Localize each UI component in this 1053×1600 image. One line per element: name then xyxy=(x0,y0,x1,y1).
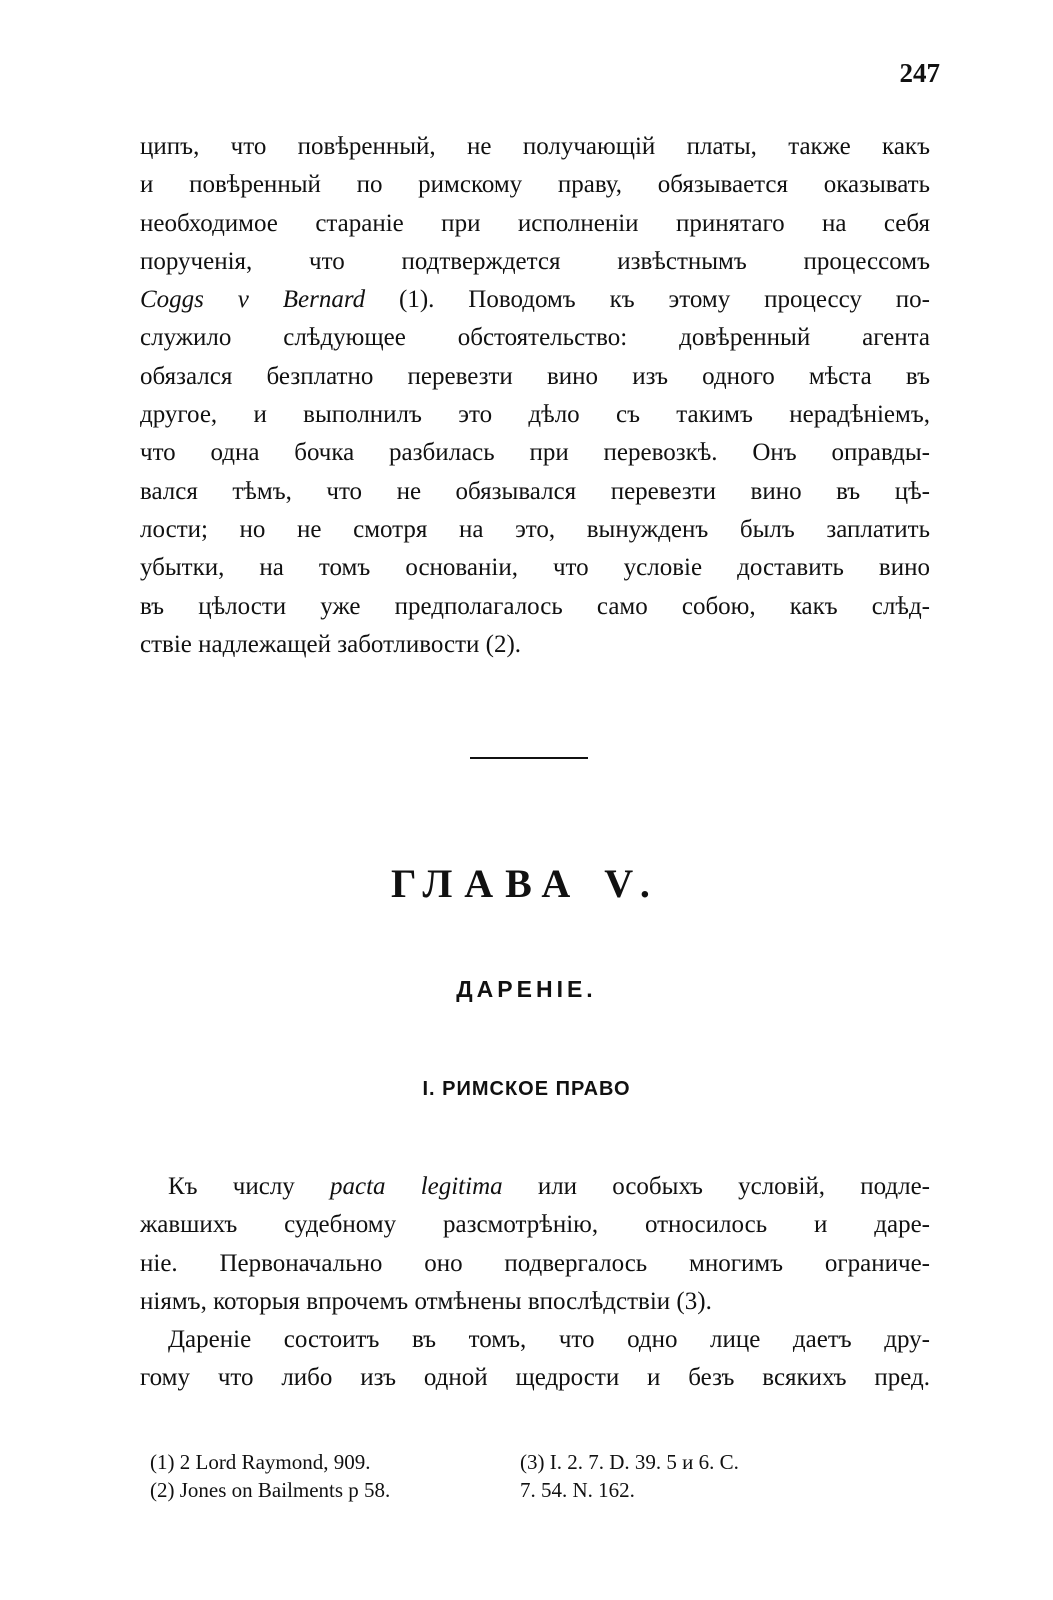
text-run: ніе. Первоначально оно подвергалось многимъ ограниче- xyxy=(140,1249,930,1277)
page-number: 247 xyxy=(899,58,940,88)
text-run: гому что либо изъ одной щедрости и безъ всякихъ пред. xyxy=(140,1364,930,1392)
text-line xyxy=(140,205,930,243)
text-run: Дареніе состоитъ въ томъ, что одно лице даетъ дру- xyxy=(168,1326,930,1354)
text-line xyxy=(140,511,930,549)
text-line xyxy=(140,473,930,511)
footnote-1: (1) 2 Lord Raymond, 909. xyxy=(150,1450,371,1474)
text-run: другое, и выполнилъ это дѣло съ такимъ нерадѣніемъ, xyxy=(140,401,930,429)
italic-text: pacta legitima xyxy=(329,1173,503,1200)
text-line xyxy=(140,243,930,281)
text-run: убытки, на томъ основаніи, что условіе доставить вино xyxy=(140,554,930,582)
footnote-3: (3) I. 2. 7. D. 39. 5 и 6. C. xyxy=(520,1450,739,1474)
text-line xyxy=(140,588,930,626)
footnotes xyxy=(150,1448,930,1504)
text-run: ствіе надлежащей заботливости (2). xyxy=(140,630,522,658)
text-line xyxy=(140,319,930,357)
text-line xyxy=(140,1321,930,1359)
footnote-row xyxy=(150,1448,930,1476)
text-line xyxy=(140,358,930,396)
text-run: лости; но не смотря на это, вынужденъ былъ заплатить xyxy=(140,515,930,543)
chapter-title: ГЛАВА V. xyxy=(391,861,662,906)
footnote-2: (2) Jones on Bailments p 58. xyxy=(150,1478,391,1502)
text-run: порученія, что подтверждется извѣстнымъ процессомъ xyxy=(140,247,930,275)
text-line xyxy=(140,1168,930,1206)
text-run: обязался безплатно перевезти вино изъ одного мѣста въ xyxy=(140,362,930,390)
text-run: вался тѣмъ, что не обязывался перевезти вино въ цѣ- xyxy=(140,477,930,505)
subsection-title: I. РИМСКОЕ ПРАВО xyxy=(422,1078,631,1100)
section-title: ДАРЕНІЕ. xyxy=(456,976,597,1002)
section-divider-rule xyxy=(470,757,588,759)
text-run: и повѣренный по римскому праву, обязывается оказывать xyxy=(140,171,930,199)
text-run: (1). Поводомъ къ этому процессу по- xyxy=(365,286,930,314)
text-line xyxy=(140,396,930,434)
text-run: что одна бочка разбилась при перевозкѣ. Онъ оправды- xyxy=(140,439,930,467)
text-run: жавшихъ судебному разсмотрѣнію, относилось и даре- xyxy=(140,1211,930,1239)
text-line xyxy=(140,1245,930,1283)
text-run: ципъ, что повѣренный, не получающій платы, также какъ xyxy=(140,133,930,160)
italic-text: Coggs v Bernard xyxy=(140,286,366,314)
text-run: Къ числу xyxy=(168,1173,330,1200)
footnote-3-continued: 7. 54. N. 162. xyxy=(520,1478,635,1502)
text-line xyxy=(140,281,930,319)
text-run: или особыхъ условій, подле- xyxy=(502,1173,930,1200)
footnote-row xyxy=(150,1476,930,1504)
text-line xyxy=(140,626,930,664)
text-line xyxy=(140,549,930,587)
lower-paragraph xyxy=(140,1168,930,1398)
text-run: ніямъ, которыя впрочемъ отмѣнены впослѣдствіи (3). xyxy=(140,1287,712,1315)
text-line xyxy=(140,1359,930,1397)
text-run: въ цѣлости уже предполагалось само собою, какъ слѣд- xyxy=(140,592,930,620)
text-run: служило слѣдующее обстоятельство: довѣренный агента xyxy=(140,324,930,352)
text-run: необходимое стараніе при исполненіи принятаго на себя xyxy=(140,209,930,237)
text-line xyxy=(140,166,930,204)
text-line xyxy=(140,434,930,472)
text-line xyxy=(140,128,930,166)
text-line xyxy=(140,1283,930,1321)
text-line xyxy=(140,1206,930,1244)
upper-paragraph xyxy=(140,128,930,664)
